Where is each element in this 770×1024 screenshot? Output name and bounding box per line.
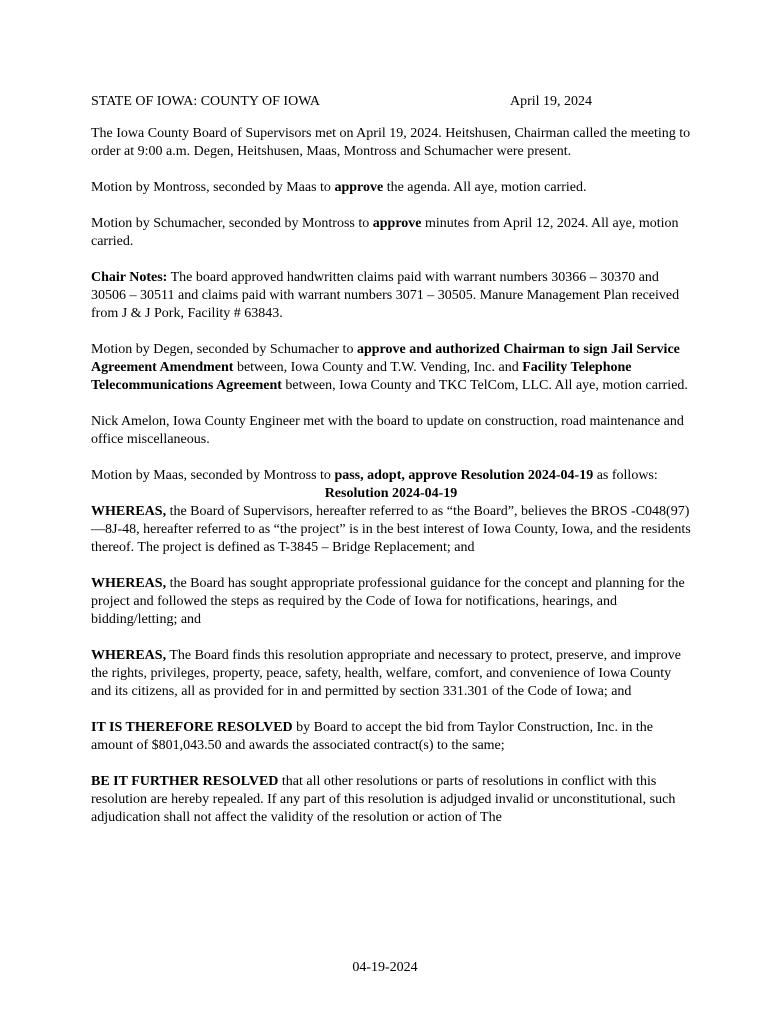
document-body <box>91 93 691 845</box>
text: as follows: <box>593 468 658 483</box>
whereas-paragraph-1 <box>91 503 691 557</box>
text: Motion by Maas, seconded by Montross to <box>91 468 335 483</box>
minutes-motion-paragraph <box>91 215 691 251</box>
text: between, Iowa County and TKC TelCom, LLC. All aye, motion carried. <box>281 378 688 393</box>
text: The Board finds this resolution appropriate and necessary to protect, preserve, and improve the rights, privileges, property, peace, safety, health, welfare, comfort, and convenience of Iowa County and its citizens, all as provided for in and permitted by section 331.301 of the Code of Iowa; and <box>91 648 681 699</box>
further-resolved-paragraph <box>91 773 691 827</box>
meeting-call-paragraph: The Iowa County Board of Supervisors met on April 19, 2024. Heitshusen, Chairman called the meeting to order at 9:00 a.m. Degen, Heitshusen, Maas, Montross and Schumacher were present. <box>91 126 691 159</box>
resolution-title: Resolution 2024-04-19 <box>324 486 458 501</box>
bold-text: Chair Notes: <box>91 270 168 285</box>
text: that all other resolutions or parts of resolutions in conflict with this resolution are hereby repealed. If any part of this resolution is adjudged invalid or unconstitutional, such adjudication shall not affect the validity of the resolution or action of The <box>91 774 676 825</box>
text: The board approved handwritten claims paid with warrant numbers 30366 – 30370 and 30506 – 30511 and claims paid with warrant numbers 3071 – 30505. Manure Management Plan received from J & J Pork, Facility # 63843. <box>91 270 680 321</box>
resolution-motion-paragraph <box>91 467 691 485</box>
text: Motion by Montross, seconded by Maas to <box>91 180 335 195</box>
bold-text: WHEREAS, <box>91 576 167 591</box>
bold-text: Facility Telephone Telecommunications Agreement <box>91 360 632 393</box>
text: by Board to accept the bid from Taylor Construction, Inc. in the amount of $801,043.50 and awards the associated contract(s) to the same; <box>91 720 653 753</box>
text: the agenda. All aye, motion carried. <box>383 180 587 195</box>
whereas-paragraph-2 <box>91 575 691 629</box>
bold-text: approve <box>372 216 422 231</box>
text: Motion by Degen, seconded by Schumacher to <box>91 342 357 357</box>
bold-text: approve <box>334 180 384 195</box>
page-footer-date: 04-19-2024 <box>352 960 418 975</box>
header-date: April 19, 2024 <box>510 94 593 109</box>
header-location: STATE OF IOWA: COUNTY OF IOWA <box>91 94 320 109</box>
text: minutes from April 12, 2024. All aye, motion carried. <box>91 216 679 249</box>
whereas-paragraph-3 <box>91 647 691 701</box>
agreement-motion-paragraph <box>91 341 691 395</box>
bold-text: IT IS THEREFORE RESOLVED <box>91 720 293 735</box>
text: the Board has sought appropriate professional guidance for the concept and planning for the project and followed the steps as required by the Code of Iowa for notifications, hearings, and bidding/letting; and <box>91 576 685 627</box>
bold-text: WHEREAS, <box>91 648 167 663</box>
bold-text: pass, adopt, approve Resolution 2024-04-19 <box>334 468 594 483</box>
engineer-update-paragraph: Nick Amelon, Iowa County Engineer met with the board to update on construction, road maintenance and office miscellaneous. <box>91 414 684 447</box>
text: the Board of Supervisors, hereafter referred to as “the Board”, believes the BROS -C048(97)—8J-48, hereafter referred to as “the project” is in the best interest of Iowa County, Iowa, and the residents thereof. The project is defined as T-3845 – Bridge Replacement; and <box>91 504 691 555</box>
resolved-paragraph <box>91 719 691 755</box>
document-header <box>91 93 691 111</box>
bold-text: BE IT FURTHER RESOLVED <box>91 774 279 789</box>
text: Motion by Schumacher, seconded by Montross to <box>91 216 373 231</box>
bold-text: WHEREAS, <box>91 504 167 519</box>
chair-notes-paragraph <box>91 269 691 323</box>
agenda-motion-paragraph <box>91 179 691 197</box>
text: between, Iowa County and T.W. Vending, Inc. and <box>233 360 523 375</box>
bold-text: approve and authorized Chairman to sign Jail Service Agreement Amendment <box>91 342 680 375</box>
